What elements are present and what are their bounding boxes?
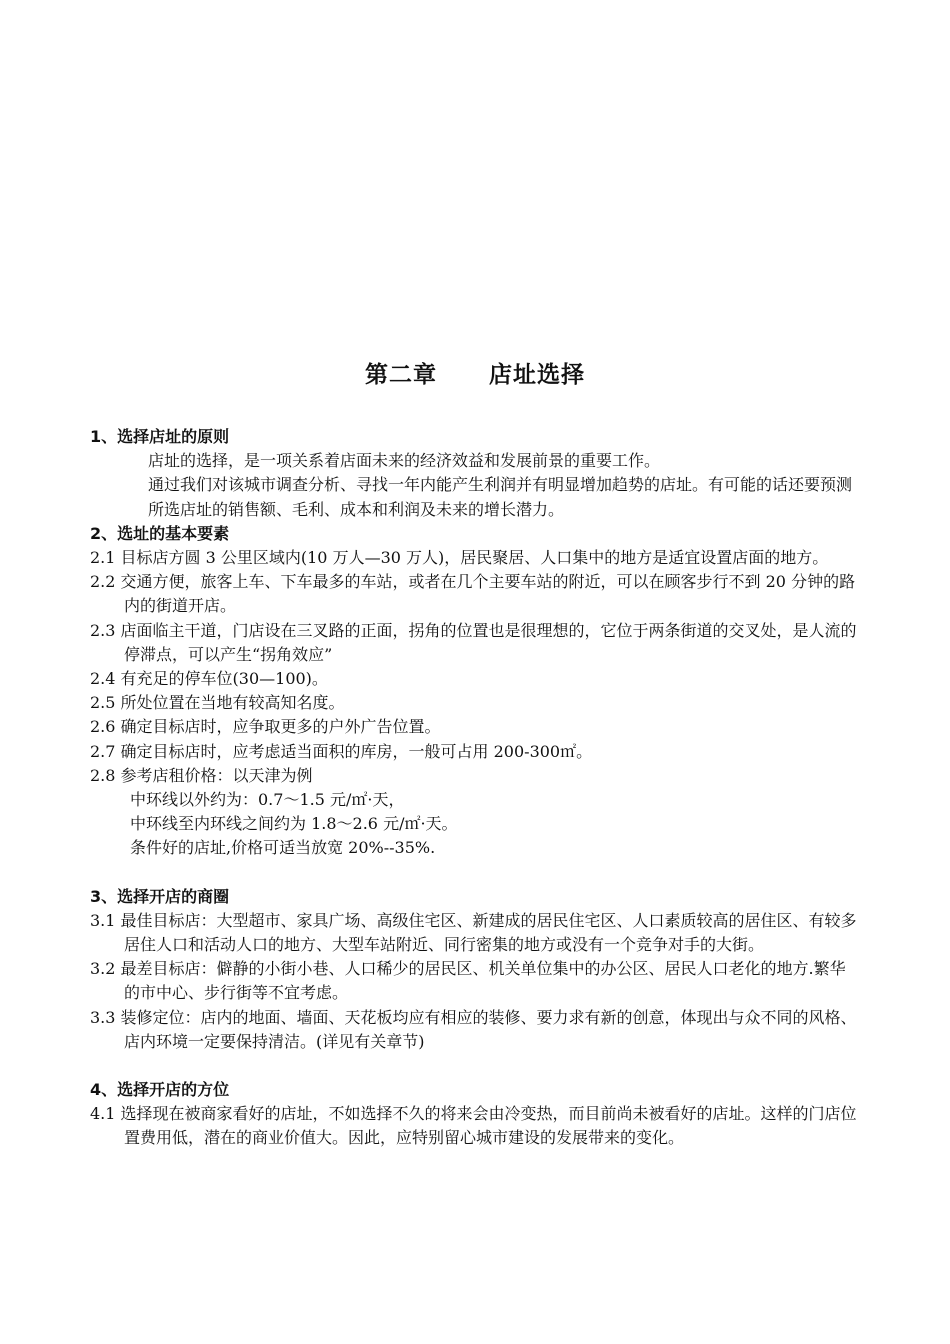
chapter-number: 第二章: [365, 362, 437, 388]
blank-line: [90, 861, 860, 885]
list-item: 3.1 最佳目标店：大型超市、家具广场、高级住宅区、新建成的居民住宅区、人口素质较高的居住区、有较多居住人口和活动人口的地方、大型车站附近、同行密集的地方或没有一个竞争对手的大街。: [90, 910, 857, 955]
chapter-title: [0, 356, 950, 389]
chapter-name: 店址选择: [489, 362, 585, 388]
list-subitem: 中环线至内环线之间约为 1.8～2.6 元/㎡·天。: [130, 814, 458, 834]
list-item: 2.4 有充足的停车位(30—100)。: [90, 669, 328, 689]
list-item: 3.3 装修定位：店内的地面、墙面、天花板均应有相应的装修、要力求有新的创意，体现出与众不同的风格、店内环境一定要保持清洁。(详见有关章节): [90, 1007, 857, 1051]
section-heading: 3、选择开店的商圈: [90, 886, 230, 906]
document-body: [90, 425, 860, 1151]
paragraph: 通过我们对该城市调查分析、寻找一年内能产生利润并有明显增加趋势的店址。有可能的话还要预测所选店址的销售额、毛利、成本和利润及未来的增长潜力。: [148, 475, 853, 519]
blank-line: [90, 1054, 860, 1078]
list-item: 2.3 店面临主干道，门店设在三叉路的正面，拐角的位置也是很理想的，它位于两条街道的交叉处，是人流的停滞点，可以产生“拐角效应”: [90, 620, 857, 664]
section-heading: 2、选址的基本要素: [90, 523, 230, 543]
list-item: 2.1 目标店方圆 3 公里区域内(10 万人—30 万人)，居民聚居、人口集中的地方是适宜设置店面的地方。: [90, 548, 829, 568]
list-item: 3.2 最差目标店：僻静的小街小巷、人口稀少的居民区、机关单位集中的办公区、居民人口老化的地方.繁华的市中心、步行街等不宜考虑。: [90, 959, 846, 1003]
list-item: 4.1 选择现在被商家看好的店址，不如选择不久的将来会由冷变热，而目前尚未被看好的店址。这样的门店位置费用低，潜在的商业价值大。因此，应特别留心城市建设的发展带来的变化。: [90, 1104, 857, 1148]
section-heading: 4、选择开店的方位: [90, 1080, 230, 1100]
list-item: 2.8 参考店租价格：以天津为例: [90, 765, 313, 785]
list-item: 2.7 确定目标店时，应考虑适当面积的库房，一般可占用 200-300㎡。: [90, 741, 593, 761]
list-subitem: 条件好的店址,价格可适当放宽 20%--35%.: [130, 838, 436, 858]
list-item: 2.2 交通方便，旅客上车、下车最多的车站，或者在几个主要车站的附近，可以在顾客步行不到 20 分钟的路内的街道开店。: [90, 572, 856, 616]
paragraph: 店址的选择，是一项关系着店面未来的经济效益和发展前景的重要工作。: [148, 451, 661, 471]
list-item: 2.5 所处位置在当地有较高知名度。: [90, 693, 345, 713]
section-heading: 1、选择店址的原则: [90, 427, 230, 446]
list-item: 2.6 确定目标店时，应争取更多的户外广告位置。: [90, 717, 441, 737]
list-subitem: 中环线以外约为：0.7～1.5 元/㎡·天，: [130, 790, 405, 810]
